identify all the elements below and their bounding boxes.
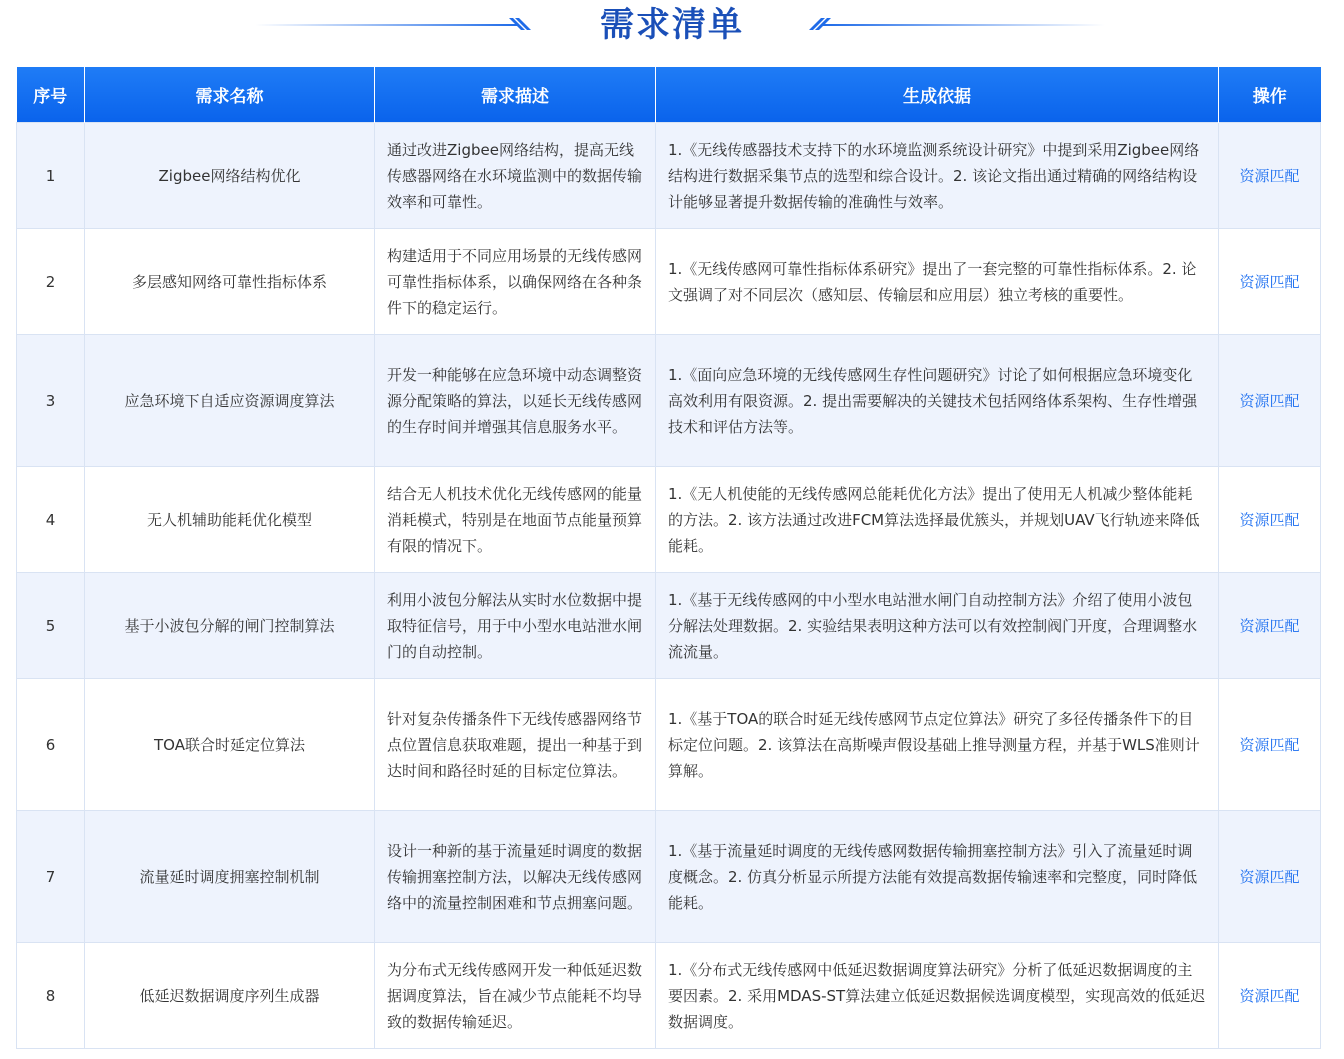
row-name: 流量延时调度拥塞控制机制 — [85, 811, 375, 943]
row-index: 2 — [17, 229, 85, 335]
row-index: 6 — [17, 679, 85, 811]
resource-match-link[interactable]: 资源匹配 — [1239, 616, 1300, 635]
row-description: 为分布式无线传感网开发一种低延迟数据调度算法，旨在减少节点能耗不均导致的数据传输延迟。 — [375, 943, 656, 1049]
column-header-description: 需求描述 — [375, 67, 656, 123]
row-description: 构建适用于不同应用场景的无线传感网可靠性指标体系，以确保网络在各种条件下的稳定运行。 — [375, 229, 656, 335]
table-row — [17, 467, 1321, 573]
requirements-table — [16, 67, 1321, 1049]
table-header-row — [17, 67, 1321, 123]
resource-match-link[interactable]: 资源匹配 — [1239, 166, 1300, 185]
row-description: 针对复杂传播条件下无线传感器网络节点位置信息获取难题，提出一种基于到达时间和路径时延的目标定位算法。 — [375, 679, 656, 811]
row-description: 开发一种能够在应急环境中动态调整资源分配策略的算法，以延长无线传感网的生存时间并增强其信息服务水平。 — [375, 335, 656, 467]
resource-match-link[interactable]: 资源匹配 — [1239, 867, 1300, 886]
column-header-basis: 生成依据 — [656, 67, 1219, 123]
row-basis: 1.《基于流量延时调度的无线传感网数据传输拥塞控制方法》引入了流量延时调度概念。2. 仿真分析显示所提方法能有效提高数据传输速率和完整度，同时降低能耗。 — [656, 811, 1219, 943]
row-action-cell — [1219, 679, 1321, 811]
row-action-cell — [1219, 123, 1321, 229]
resource-match-link[interactable]: 资源匹配 — [1239, 391, 1300, 410]
table-row — [17, 811, 1321, 943]
row-action-cell — [1219, 573, 1321, 679]
row-description: 结合无人机技术优化无线传感网的能量消耗模式，特别是在地面节点能量预算有限的情况下。 — [375, 467, 656, 573]
row-name: 应急环境下自适应资源调度算法 — [85, 335, 375, 467]
row-action-cell — [1219, 335, 1321, 467]
page-title: 需求清单 — [600, 5, 744, 45]
row-index: 5 — [17, 573, 85, 679]
row-name: TOA联合时延定位算法 — [85, 679, 375, 811]
title-decoration-right-icon — [805, 16, 1105, 36]
row-basis: 1.《面向应急环境的无线传感网生存性问题研究》讨论了如何根据应急环境变化高效利用有限资源。2. 提出需要解决的关键技术包括网络体系架构、生存性增强技术和评估方法等。 — [656, 335, 1219, 467]
table-row — [17, 123, 1321, 229]
row-index: 7 — [17, 811, 85, 943]
row-basis: 1.《基于无线传感网的中小型水电站泄水闸门自动控制方法》介绍了使用小波包分解法处理数据。2. 实验结果表明这种方法可以有效控制阀门开度，合理调整水流流量。 — [656, 573, 1219, 679]
table-row — [17, 573, 1321, 679]
row-action-cell — [1219, 811, 1321, 943]
table-row — [17, 335, 1321, 467]
row-index: 8 — [17, 943, 85, 1049]
resource-match-link[interactable]: 资源匹配 — [1239, 735, 1300, 754]
row-name: Zigbee网络结构优化 — [85, 123, 375, 229]
row-basis: 1.《基于TOA的联合时延无线传感网节点定位算法》研究了多径传播条件下的目标定位问题。2. 该算法在高斯噪声假设基础上推导测量方程，并基于WLS准则计算解。 — [656, 679, 1219, 811]
table-row — [17, 943, 1321, 1049]
row-description: 设计一种新的基于流量延时调度的数据传输拥塞控制方法，以解决无线传感网络中的流量控制困难和节点拥塞问题。 — [375, 811, 656, 943]
row-description: 利用小波包分解法从实时水位数据中提取特征信号，用于中小型水电站泄水闸门的自动控制。 — [375, 573, 656, 679]
resource-match-link[interactable]: 资源匹配 — [1239, 510, 1300, 529]
column-header-name: 需求名称 — [85, 67, 375, 123]
row-basis: 1.《无线传感网可靠性指标体系研究》提出了一套完整的可靠性指标体系。2. 论文强调了对不同层次（感知层、传输层和应用层）独立考核的重要性。 — [656, 229, 1219, 335]
row-action-cell — [1219, 467, 1321, 573]
row-action-cell — [1219, 229, 1321, 335]
row-name: 基于小波包分解的闸门控制算法 — [85, 573, 375, 679]
row-action-cell — [1219, 943, 1321, 1049]
row-name: 低延迟数据调度序列生成器 — [85, 943, 375, 1049]
row-basis: 1.《无人机使能的无线传感网总能耗优化方法》提出了使用无人机减少整体能耗的方法。2. 该方法通过改进FCM算法选择最优簇头，并规划UAV飞行轨迹来降低能耗。 — [656, 467, 1219, 573]
row-index: 1 — [17, 123, 85, 229]
row-description: 通过改进Zigbee网络结构，提高无线传感器网络在水环境监测中的数据传输效率和可靠性。 — [375, 123, 656, 229]
row-name: 无人机辅助能耗优化模型 — [85, 467, 375, 573]
resource-match-link[interactable]: 资源匹配 — [1239, 986, 1300, 1005]
column-header-index: 序号 — [17, 67, 85, 123]
row-basis: 1.《分布式无线传感网中低延迟数据调度算法研究》分析了低延迟数据调度的主要因素。2. 采用MDAS-ST算法建立低延迟数据候选调度模型，实现高效的低延迟数据调度。 — [656, 943, 1219, 1049]
column-header-action: 操作 — [1219, 67, 1321, 123]
requirements-table-container — [16, 67, 1320, 1049]
page-header — [0, 0, 1344, 56]
row-index: 4 — [17, 467, 85, 573]
row-name: 多层感知网络可靠性指标体系 — [85, 229, 375, 335]
resource-match-link[interactable]: 资源匹配 — [1239, 272, 1300, 291]
row-basis: 1.《无线传感器技术支持下的水环境监测系统设计研究》中提到采用Zigbee网络结构进行数据采集节点的选型和综合设计。2. 该论文指出通过精确的网络结构设计能够显著提升数据传输的准确性与效率。 — [656, 123, 1219, 229]
table-row — [17, 229, 1321, 335]
row-index: 3 — [17, 335, 85, 467]
table-row — [17, 679, 1321, 811]
